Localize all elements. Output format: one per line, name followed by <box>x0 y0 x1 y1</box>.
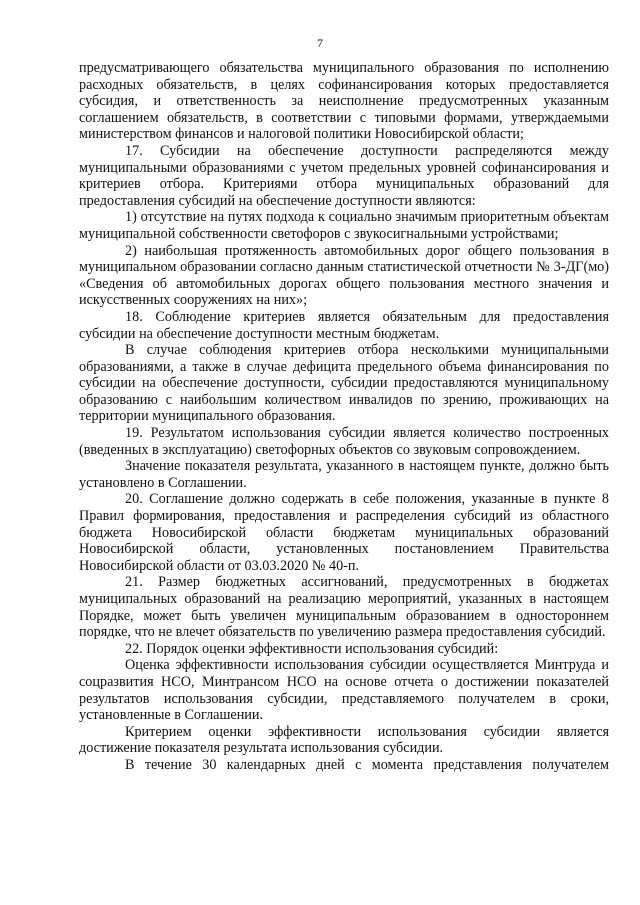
paragraph: 21. Размер бюджетных ассигнований, предусмотренных в бюджетах муниципальных образований на реализацию мероприятий, указанных в настоящем Порядке, может быть увеличен муниципальным образованием в одностороннем порядке, что не влечет обязательств по увеличению размера предоставления субсидий. <box>79 574 609 641</box>
paragraph: 2) наибольшая протяженность автомобильных дорог общего пользования в муниципальном образовании согласно данным статистической отчетности № 3-ДГ(мо) «Сведения об автомобильных дорогах общего пользования местного значения и искусственных сооружениях на них»; <box>79 242 609 309</box>
paragraph: Критерием оценки эффективности использования субсидии является достижение показателя результата использования субсидии. <box>79 723 609 757</box>
paragraph: В случае соблюдения критериев отбора несколькими муниципальными образованиями, а также в случае дефицита предельного объема финансирования по субсидии на обеспечение доступности, субсидии предоставляются муниципальному образованию с наибольшим количеством инвалидов по зрению, проживающих на территории муниципального образования. <box>79 342 609 425</box>
paragraph: 17. Субсидии на обеспечение доступности распределяются между муниципальными образованиями с учетом предельных уровней софинансирования и критериев отбора. Критериями отбора муниципальных образований для предоставления субсидий на обеспечение доступности являются: <box>79 142 609 209</box>
paragraph: 18. Соблюдение критериев является обязательным для предоставления субсидии на обеспечение доступности местным бюджетам. <box>79 308 609 342</box>
paragraph: 1) отсутствие на путях подхода к социально значимым приоритетным объектам муниципальной собственности светофоров с звукосигнальными устройствами; <box>79 209 609 242</box>
paragraph: предусматривающего обязательства муниципального образования по исполнению расходных обязательств, в целях софинансирования которых предоставляется субсидия, и ответственность за неисполнение предусмотренных указанным соглашением обязательств, в соответствии с типовыми формами, утверждаемыми министерством финансов и налоговой политики Новосибирской области; <box>79 60 609 143</box>
paragraph: 20. Соглашение должно содержать в себе положения, указанные в пункте 8 Правил формирования, предоставления и распределения субсидий из областного бюджета Новосибирской области бюджетам муниципальных образований Новосибирской области, установленных постановлением Правительства Новосибирской области от 03.03.2020 № 40-п. <box>79 491 609 574</box>
paragraph: В течение 30 календарных дней с момента представления получателем <box>125 756 609 773</box>
document-body <box>79 60 609 774</box>
paragraph: Оценка эффективности использования субсидии осуществляется Минтруда и соцразвития НСО, Минтрансом НСО на основе отчета о достижении показателей результатов использования субсидии, представляемого получателем в сроки, установленные в Соглашении. <box>79 657 609 724</box>
page-number: 7 <box>317 36 323 50</box>
paragraph: Значение показателя результата, указанного в настоящем пункте, должно быть установлено в Соглашении. <box>79 458 609 491</box>
paragraph: 19. Результатом использования субсидии является количество построенных (введенных в эксплуатацию) светофорных объектов со звуковым сопровождением. <box>79 425 609 458</box>
paragraph: 22. Порядок оценки эффективности использования субсидий: <box>125 640 499 657</box>
